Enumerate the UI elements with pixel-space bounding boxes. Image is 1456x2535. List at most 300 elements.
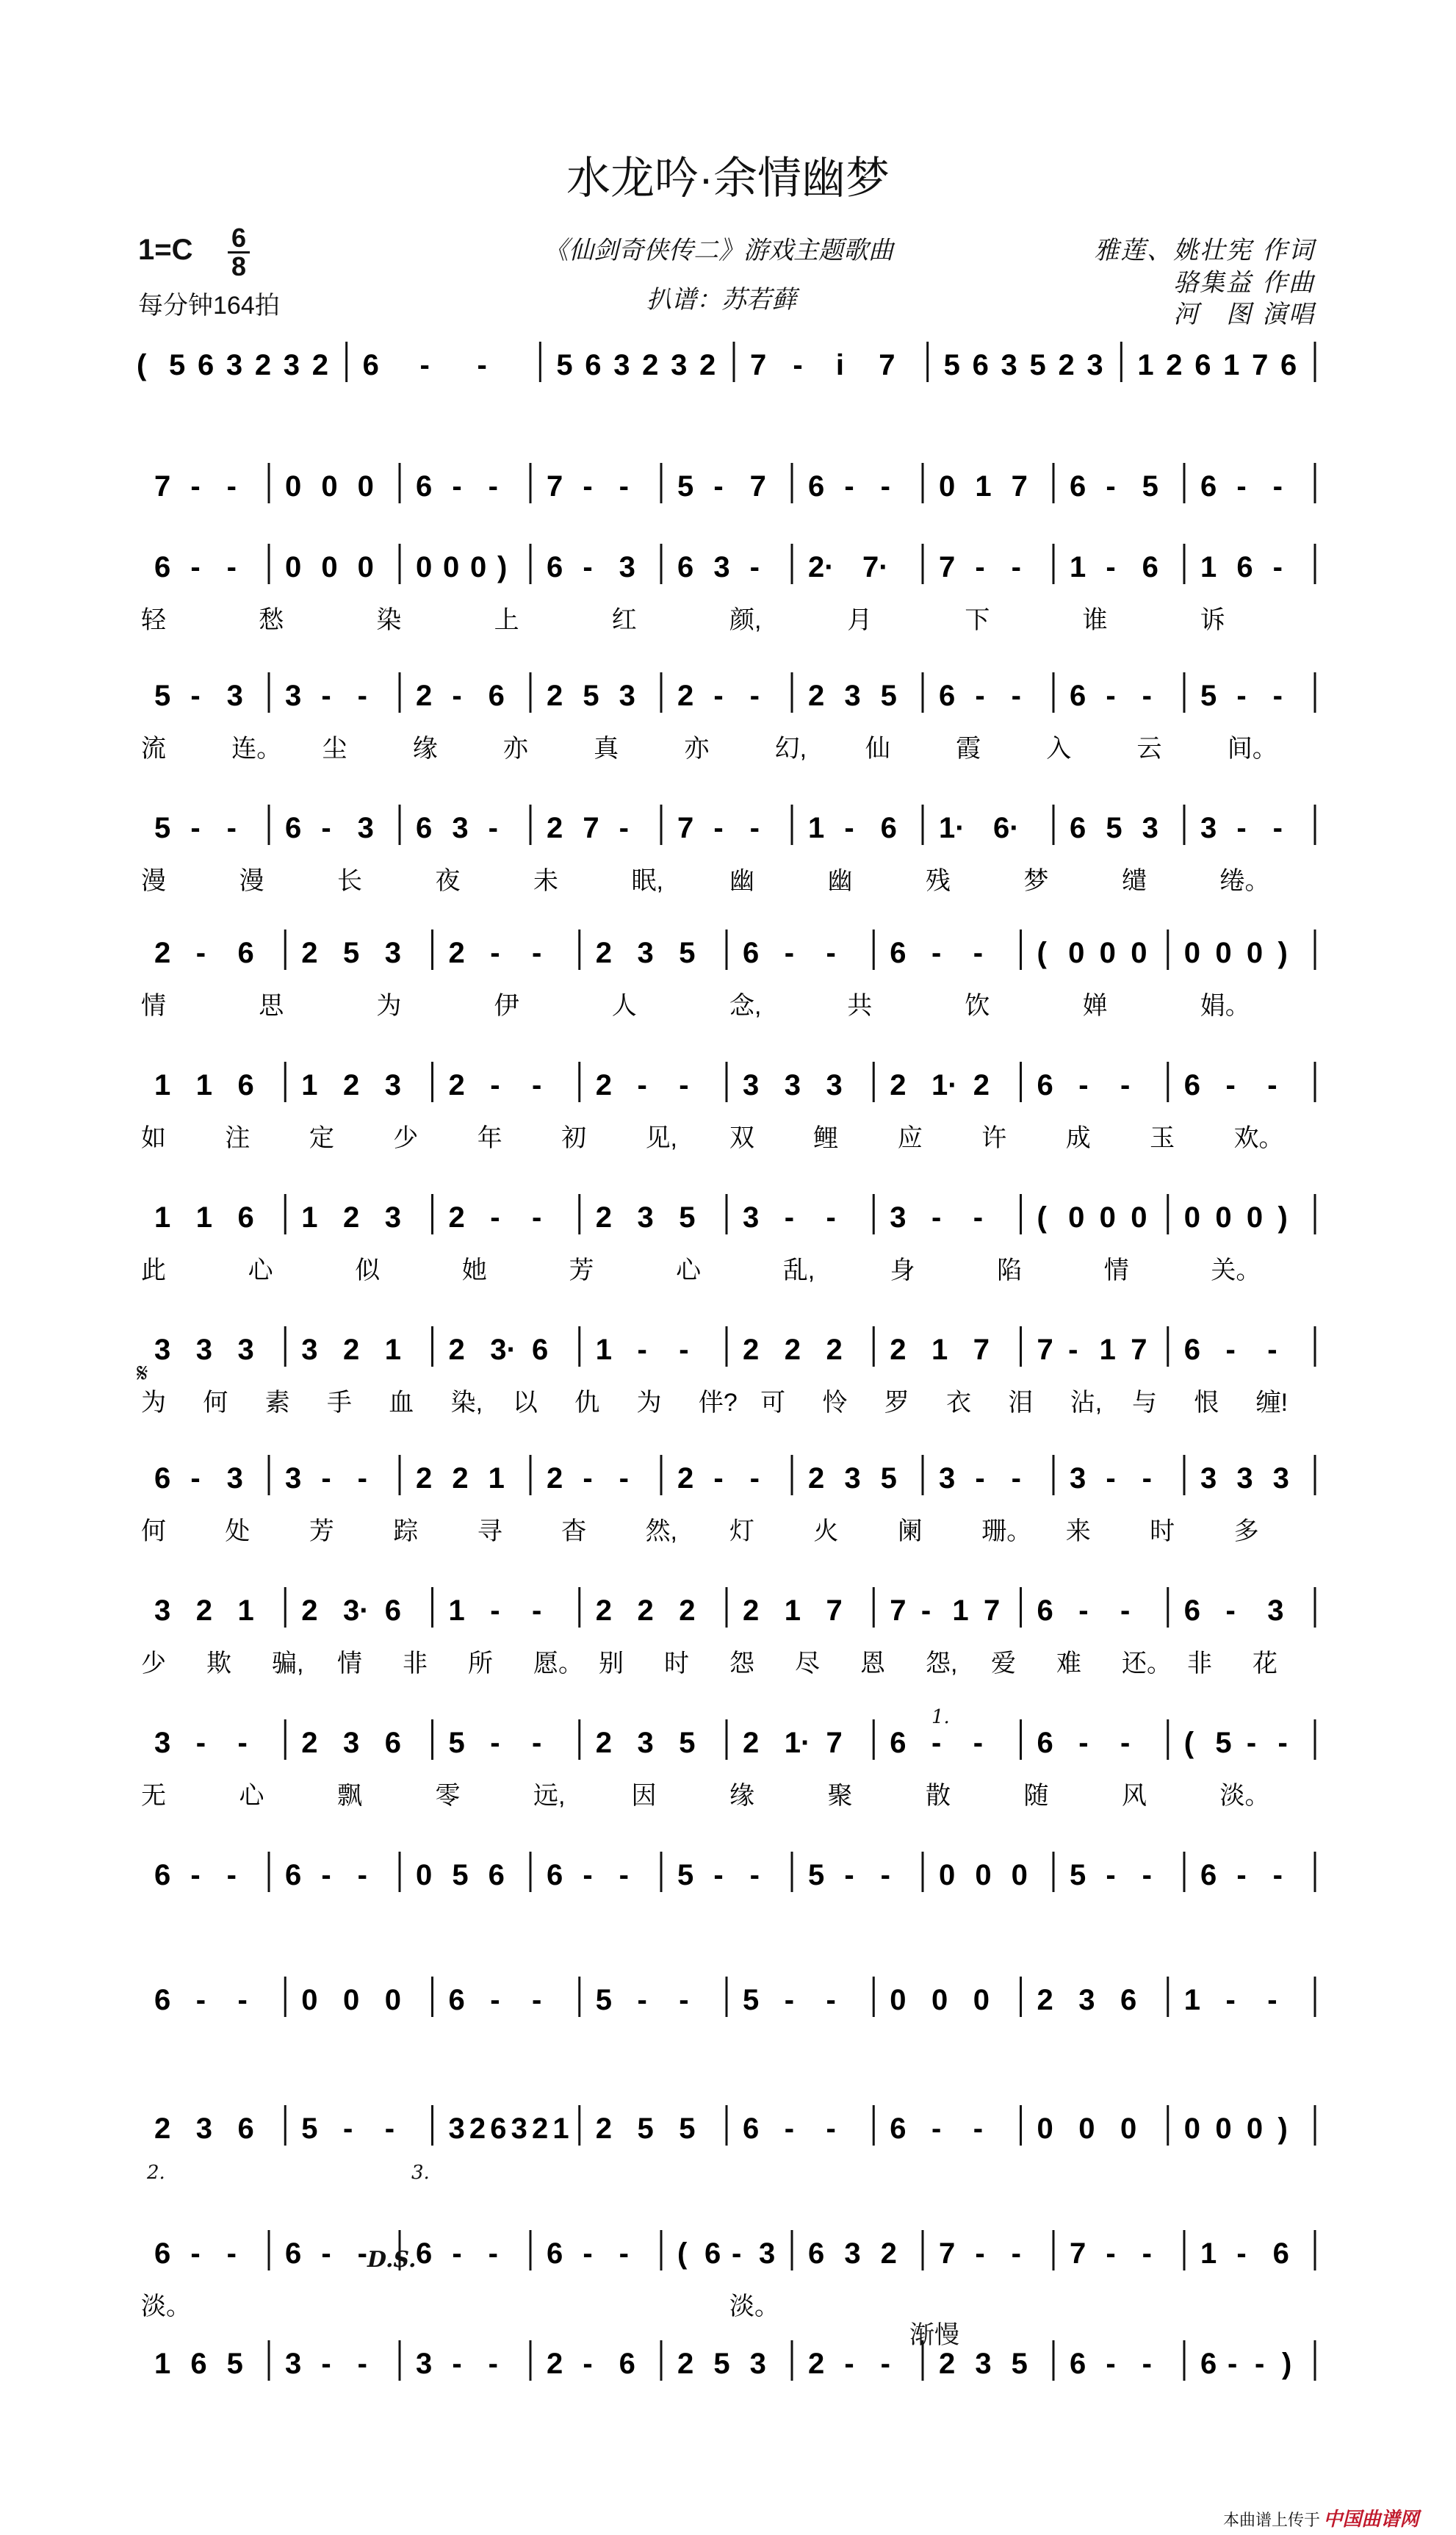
- lyric-syllable: 上: [494, 606, 519, 634]
- note-token: 5: [677, 470, 694, 503]
- note-token: -: [190, 1859, 201, 1891]
- note-token: 1: [154, 1069, 171, 1101]
- lyric-syllable: 亦: [684, 735, 710, 763]
- note-token: 5: [677, 1859, 694, 1891]
- note-token: -: [490, 1727, 500, 1759]
- note-token: -: [532, 1984, 542, 2016]
- note-token: -: [532, 937, 542, 969]
- lyric-syllable: 与: [1132, 1389, 1158, 1417]
- note-token: (: [1037, 1201, 1047, 1234]
- note-token: -: [1272, 680, 1283, 712]
- note-token: 1: [301, 1201, 318, 1234]
- lyric-syllable: 下: [965, 606, 990, 634]
- note-token: 6: [154, 1859, 171, 1891]
- note-token: -: [190, 2237, 201, 2270]
- note-token: 0: [1099, 937, 1116, 969]
- note-token: 6: [237, 1201, 254, 1234]
- note-token: -: [357, 2237, 367, 2270]
- note-token: -: [826, 937, 836, 969]
- note-token: 5: [880, 1462, 897, 1495]
- lyric-syllable: 欢。: [1233, 1124, 1284, 1152]
- lyric-syllable: 人: [611, 992, 637, 1020]
- note-token: 0: [321, 551, 338, 583]
- note-token: -: [452, 2348, 462, 2380]
- note-token: -: [452, 470, 462, 503]
- note-token: 6: [547, 551, 563, 583]
- score-row: [0, 665, 1456, 775]
- note-token: -: [1011, 1462, 1021, 1495]
- note-token: 6: [237, 1069, 254, 1101]
- lyric-syllable: 幽: [827, 867, 853, 895]
- note-token: -: [490, 1984, 500, 2016]
- note-token: 3: [1001, 349, 1017, 381]
- note-token: -: [1142, 2348, 1152, 2380]
- lyric-syllable: 婵: [1082, 992, 1108, 1020]
- note-token: 6: [384, 1727, 401, 1759]
- note-token: 6: [197, 349, 215, 381]
- note-token: 2: [642, 349, 659, 381]
- note-token: 3: [285, 680, 302, 712]
- note-token: 3: [384, 937, 401, 969]
- note-token: 2: [880, 2237, 897, 2270]
- lyric-syllable: 见,: [645, 1124, 678, 1152]
- lyric-syllable: 随: [1023, 1782, 1049, 1810]
- note-token: 0: [285, 551, 302, 583]
- note-token: 5: [154, 812, 171, 844]
- note-token: 3: [1272, 1462, 1289, 1495]
- note-token: -: [195, 937, 206, 969]
- note-token: 6: [154, 551, 171, 583]
- note-token: 7: [1011, 470, 1028, 503]
- note-token: -: [488, 812, 498, 844]
- note-token: -: [619, 2237, 629, 2270]
- note-token: 6: [890, 2112, 907, 2145]
- lyric-syllable: 缠!: [1255, 1389, 1289, 1417]
- note-token: 0: [416, 551, 433, 583]
- note-token: 2: [448, 1334, 465, 1366]
- note-token: 5: [154, 680, 171, 712]
- note-token: 3: [154, 1334, 171, 1366]
- note-token: -: [749, 1462, 760, 1495]
- note-token: -: [679, 1984, 689, 2016]
- note-token: -: [488, 2348, 498, 2380]
- lyric-syllable: 颜,: [729, 606, 762, 634]
- lyric-syllable: 阑: [897, 1517, 923, 1545]
- lyric-syllable: 长: [337, 867, 362, 895]
- note-token: 2: [826, 1334, 843, 1366]
- note-token: 3: [939, 1462, 956, 1495]
- note-token: 1·: [931, 1069, 958, 1101]
- note-token: 5: [452, 1859, 469, 1891]
- note-token: 5: [301, 2112, 318, 2145]
- note-token: 6: [1070, 2348, 1086, 2380]
- note-token: -: [195, 1727, 206, 1759]
- note-token: -: [1106, 470, 1116, 503]
- note-token: 2: [452, 1462, 469, 1495]
- note-token: 7: [583, 812, 599, 844]
- note-token: 5: [679, 1201, 696, 1234]
- lyric-syllable: 念,: [729, 992, 762, 1020]
- lyric-syllable: 双: [729, 1124, 754, 1152]
- note-token: 6: [619, 2348, 635, 2380]
- note-token: 3: [416, 2348, 433, 2380]
- note-token: -: [1236, 812, 1247, 844]
- note-token: 5: [713, 2348, 730, 2380]
- note-token: 1: [952, 1594, 969, 1627]
- lyric-syllable: 亦: [502, 735, 528, 763]
- note-token: -: [826, 1984, 836, 2016]
- note-token: 2: [448, 937, 465, 969]
- note-token: -: [490, 1069, 500, 1101]
- note-token: ): [1277, 937, 1288, 969]
- lyric-syllable: 饮: [965, 992, 990, 1020]
- note-token: 0: [890, 1984, 907, 2016]
- site-logo[interactable]: 中国曲谱网: [1323, 2508, 1419, 2530]
- credit-lyricist: 雅莲、姚壮宪 作词: [1094, 236, 1315, 265]
- note-token: 6: [880, 812, 897, 844]
- note-token: 5: [637, 2112, 654, 2145]
- note-token: 6: [416, 470, 433, 503]
- note-token: -: [532, 1069, 542, 1101]
- note-token: 6: [1272, 2237, 1289, 2270]
- note-token: 0: [470, 551, 487, 583]
- note-token: -: [931, 1201, 942, 1234]
- note-token: -: [880, 2348, 890, 2380]
- lyric-syllable: 绻。: [1219, 867, 1270, 895]
- lyric-syllable: 缱: [1122, 867, 1147, 895]
- lyric-syllable: 踪: [393, 1517, 419, 1545]
- note-token: 3: [826, 1069, 843, 1101]
- credit-singer: 河 图 演唱: [1173, 300, 1315, 329]
- note-token: -: [973, 937, 984, 969]
- note-token: 3: [637, 937, 654, 969]
- note-token: 6: [416, 812, 433, 844]
- lyric-syllable: 珊。: [981, 1517, 1032, 1545]
- note-token: 1: [784, 1594, 801, 1627]
- note-token: 6: [890, 1727, 907, 1759]
- lyric-syllable: 霞: [956, 735, 981, 763]
- lyric-syllable: 谁: [1082, 606, 1108, 634]
- note-token: 5: [1106, 812, 1122, 844]
- lyric-syllable: 成: [1065, 1124, 1091, 1152]
- note-token: -: [490, 1594, 500, 1627]
- note-token: 2: [154, 937, 171, 969]
- note-token: 6: [1183, 1334, 1200, 1366]
- note-token: 1: [808, 812, 825, 844]
- note-token: 1: [154, 2348, 171, 2380]
- note-token: -: [931, 2112, 942, 2145]
- note-token: (: [677, 2237, 688, 2270]
- note-token: -: [975, 1462, 985, 1495]
- note-token: -: [619, 1859, 629, 1891]
- note-token: -: [321, 680, 331, 712]
- note-token: -: [973, 1727, 984, 1759]
- score-row: [0, 1448, 1456, 1558]
- note-token: -: [880, 470, 890, 503]
- note-token: -: [931, 1727, 942, 1759]
- lyric-syllable: 尽: [795, 1650, 820, 1678]
- note-token: 6: [743, 2112, 760, 2145]
- note-token: 2: [890, 1334, 907, 1366]
- note-token: i: [835, 349, 844, 381]
- note-token: -: [1236, 2237, 1247, 2270]
- note-token: -: [844, 1859, 854, 1891]
- note-token: 1: [931, 1334, 948, 1366]
- note-token: -: [195, 1984, 206, 2016]
- note-token: 3: [237, 1334, 254, 1366]
- note-token: 0: [939, 470, 956, 503]
- note-token: 2: [784, 1334, 801, 1366]
- note-token: 3: [1086, 349, 1103, 381]
- lyric-syllable: 娟。: [1200, 992, 1250, 1020]
- ending-2-label: 2.: [147, 2162, 165, 2184]
- lyric-syllable: 心: [248, 1256, 273, 1284]
- lyric-syllable: 心: [676, 1256, 702, 1284]
- note-token: 0: [321, 470, 338, 503]
- note-token: 2: [343, 1069, 360, 1101]
- credit-composer: 骆集益 作曲: [1173, 268, 1315, 298]
- note-token: -: [826, 2112, 836, 2145]
- lyric-syllable: 非: [1187, 1650, 1212, 1678]
- note-token: 6·: [993, 812, 1020, 844]
- note-token: 6: [1037, 1069, 1053, 1101]
- note-token: -: [619, 470, 629, 503]
- note-token: 0: [443, 551, 460, 583]
- lyric-syllable: 未: [533, 867, 558, 895]
- lyric-syllable: 应: [897, 1124, 923, 1152]
- lyric-syllable: 红: [611, 606, 637, 634]
- score-row: [0, 2333, 1456, 2443]
- lyric-syllable: 时: [1150, 1517, 1175, 1545]
- note-token: 3: [195, 2112, 212, 2145]
- note-token: 7: [890, 1594, 907, 1627]
- note-token: -: [1106, 2237, 1116, 2270]
- note-token: 6: [1070, 470, 1086, 503]
- lyric-syllable: 心: [239, 1782, 264, 1810]
- lyric-syllable: 年: [477, 1124, 502, 1152]
- note-token: 0: [1215, 937, 1232, 969]
- lyric-syllable: 何: [203, 1389, 228, 1417]
- lyric-syllable: 此: [141, 1256, 166, 1284]
- lyric-syllable: 来: [1065, 1517, 1091, 1545]
- note-token: 6: [488, 680, 505, 712]
- note-token: 0: [1246, 1201, 1264, 1234]
- note-token: 3: [637, 1727, 654, 1759]
- note-token: 0: [1068, 937, 1085, 969]
- lyric-syllable: 芳: [569, 1256, 594, 1284]
- note-token: 3: [154, 1594, 171, 1627]
- lyric-syllable: 别: [599, 1650, 624, 1678]
- lyric-syllable: 情: [141, 992, 166, 1020]
- note-token: 0: [357, 470, 374, 503]
- note-token: 6: [154, 2237, 171, 2270]
- note-token: 5: [1142, 470, 1158, 503]
- note-token: -: [1142, 1462, 1152, 1495]
- note-token: -: [321, 2348, 331, 2380]
- note-token: 3: [619, 551, 635, 583]
- note-token: -: [975, 551, 985, 583]
- note-token: 5: [1029, 349, 1046, 381]
- note-token: 0: [1183, 937, 1200, 969]
- note-token: -: [784, 1201, 795, 1234]
- note-token: -: [619, 1462, 629, 1495]
- note-token: -: [490, 1201, 500, 1234]
- lyric-syllable: 手: [326, 1389, 352, 1417]
- note-token: -: [749, 551, 760, 583]
- note-token: 3: [283, 349, 300, 381]
- note-token: 2: [808, 1462, 825, 1495]
- note-token: 2: [311, 349, 328, 381]
- note-token: 1: [975, 470, 992, 503]
- lyric-syllable: 火: [813, 1517, 839, 1545]
- note-token: (: [1183, 1727, 1194, 1759]
- segno-sign: 𝄋: [137, 1358, 148, 1388]
- note-token: ): [497, 551, 508, 583]
- note-token: -: [357, 2348, 367, 2380]
- note-token: 1: [488, 1462, 505, 1495]
- lyric-syllable: 寻: [477, 1517, 502, 1545]
- note-token: 3: [1142, 812, 1158, 844]
- note-token: 6: [1120, 1984, 1137, 2016]
- note-token: ): [1277, 2112, 1288, 2145]
- lyric-syllable: 伴?: [698, 1389, 738, 1417]
- note-token: 5: [1070, 1859, 1086, 1891]
- transcriber: 扒谱：苏若藓: [646, 285, 796, 314]
- note-token: 2: [416, 680, 433, 712]
- note-token: -: [1236, 470, 1247, 503]
- note-token: -: [920, 1594, 931, 1627]
- time-signature: [228, 223, 250, 281]
- note-token: 2: [547, 1462, 563, 1495]
- note-token: 0: [285, 470, 302, 503]
- lyric-syllable: 少: [141, 1650, 166, 1678]
- note-token: 2·: [808, 551, 835, 583]
- lyric-syllable: 泪: [1008, 1389, 1034, 1417]
- note-token: -: [226, 1859, 237, 1891]
- note-token: 2: [677, 2348, 694, 2380]
- note-token: 5: [679, 937, 696, 969]
- note-token: -: [190, 470, 201, 503]
- lyric-syllable: 尘: [322, 735, 347, 763]
- note-token: 6: [1236, 551, 1253, 583]
- note-token: 6: [547, 2237, 563, 2270]
- note-token: -: [732, 2237, 742, 2270]
- score-row: [0, 1054, 1456, 1165]
- note-token: 2: [416, 1462, 433, 1495]
- note-token: 6: [547, 1859, 563, 1891]
- score-row: [0, 2223, 1456, 2333]
- ending-3-label: 3.: [411, 2162, 430, 2184]
- note-token: 3: [743, 1069, 760, 1101]
- note-token: 0: [384, 1984, 401, 2016]
- lyric-syllable: 可: [760, 1389, 786, 1417]
- note-token: 6: [285, 812, 302, 844]
- note-token: -: [1272, 812, 1283, 844]
- note-token: -: [488, 2237, 498, 2270]
- note-token: 0: [1099, 1201, 1116, 1234]
- note-token: -: [1272, 1859, 1283, 1891]
- note-token: -: [583, 1859, 593, 1891]
- note-token: 2: [254, 349, 272, 381]
- note-token: -: [357, 1859, 367, 1891]
- lyric-syllable: 诉: [1200, 606, 1225, 634]
- note-token: 5: [1011, 2348, 1028, 2380]
- note-token: 0: [1183, 1201, 1200, 1234]
- note-token: -: [679, 1334, 689, 1366]
- note-token: 2: [595, 2112, 612, 2145]
- note-token: -: [749, 1859, 760, 1891]
- note-token: 6: [154, 1462, 171, 1495]
- lyric-syllable: 散: [926, 1782, 951, 1810]
- note-token: 0: [1183, 2112, 1200, 2145]
- tempo-marking: 每分钟164拍: [138, 292, 280, 320]
- lyric-syllable: 乱,: [782, 1256, 815, 1284]
- note-token: 7·: [862, 551, 889, 583]
- lyric-syllable: 情: [337, 1650, 362, 1678]
- lyric-syllable: 陷: [997, 1256, 1023, 1284]
- note-token: 2: [890, 1069, 907, 1101]
- note-token: -: [532, 1594, 542, 1627]
- note-token: -: [749, 680, 760, 712]
- note-token: 7: [547, 470, 563, 503]
- lyric-syllable: 因: [631, 1782, 657, 1810]
- note-token: 5: [679, 1727, 696, 1759]
- note-token: -: [532, 1727, 542, 1759]
- note-token: -: [1236, 680, 1247, 712]
- lyric-syllable: 入: [1046, 735, 1072, 763]
- note-token: 6: [285, 1859, 302, 1891]
- note-token: 1·: [784, 1727, 811, 1759]
- note-token: 6: [362, 349, 379, 381]
- note-token: 3: [844, 680, 861, 712]
- lyric-syllable: 关。: [1211, 1256, 1261, 1284]
- note-token: -: [880, 1859, 890, 1891]
- note-token: 5: [226, 2348, 243, 2380]
- lyric-syllable: 杳: [561, 1517, 587, 1545]
- lyric-syllable: 真: [594, 735, 619, 763]
- note-token: -: [419, 349, 430, 381]
- note-token: 6: [490, 2112, 507, 2145]
- note-token: 3: [784, 1069, 801, 1101]
- note-token: -: [1267, 1984, 1277, 2016]
- note-token: -: [637, 1334, 647, 1366]
- note-token: -: [679, 1069, 689, 1101]
- note-token: -: [713, 812, 724, 844]
- note-token: 3: [1200, 1462, 1217, 1495]
- note-token: 6: [532, 1334, 549, 1366]
- note-token: 3: [713, 551, 730, 583]
- lyric-syllable: 风: [1122, 1782, 1147, 1810]
- note-token: 1: [301, 1069, 318, 1101]
- lyric-syllable: 零: [435, 1782, 461, 1810]
- note-token: -: [1225, 1334, 1236, 1366]
- note-token: -: [452, 680, 462, 712]
- note-token: 6: [1183, 1069, 1200, 1101]
- note-token: 1: [552, 2112, 569, 2145]
- note-token: -: [1277, 1727, 1288, 1759]
- lyric-syllable: 幽: [729, 867, 754, 895]
- lyric-syllable: 血: [389, 1389, 414, 1417]
- lyric-syllable: 欺: [206, 1650, 231, 1678]
- note-token: 6: [416, 2237, 433, 2270]
- note-token: -: [583, 551, 593, 583]
- lyric-syllable: 以: [512, 1389, 538, 1417]
- note-token: 7: [750, 349, 767, 381]
- note-token: 3: [195, 1334, 212, 1366]
- note-token: -: [784, 2112, 795, 2145]
- note-token: -: [1267, 1069, 1277, 1101]
- score-row: [0, 922, 1456, 1032]
